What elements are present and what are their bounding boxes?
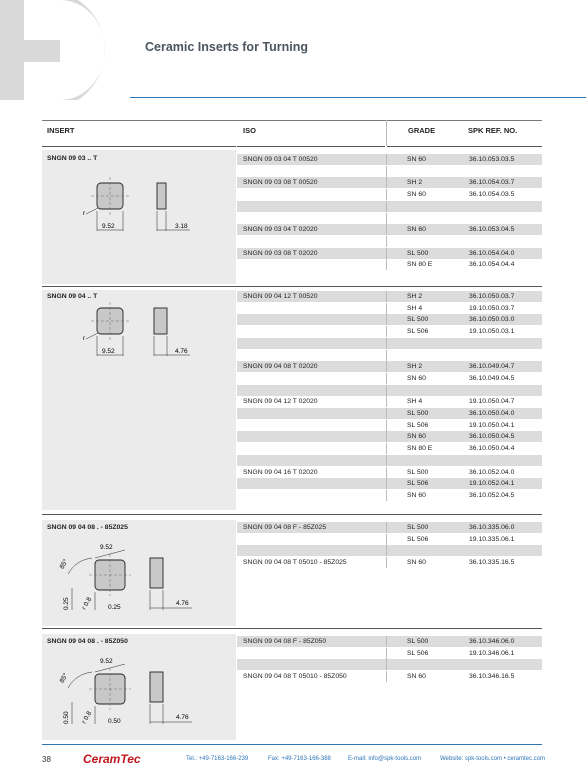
- dim-thickness-label: 4.76: [176, 714, 189, 721]
- footer-tel: Tel.: +49-7163-166-239: [186, 756, 249, 762]
- ref-cell: 36.10.050.04.0: [469, 410, 515, 417]
- page-number: 38: [42, 755, 51, 764]
- ref-cell: 36.10.335.16.5: [469, 559, 515, 567]
- grade-cell-text: SL 500: [407, 410, 429, 417]
- table-row: [237, 201, 542, 212]
- grade-cell: [386, 545, 543, 556]
- dim-chamfer-height: 0.50: [63, 711, 70, 724]
- ref-cell: 36.10.054.04.0: [469, 249, 515, 257]
- dim-angle-label: 85°: [58, 672, 70, 685]
- table-row: [237, 557, 542, 568]
- grade-cell-text: SN 80 E: [407, 445, 433, 453]
- dim-radius-label: r 0.8: [80, 596, 94, 611]
- header-underline-iso: [237, 146, 385, 147]
- dim-radius-label: r: [83, 335, 86, 342]
- table-row: [237, 189, 542, 200]
- ref-cell: 36.10.054.03.7: [469, 179, 515, 187]
- table-row: [237, 361, 542, 372]
- section-name: SNGN 09 04 .. T: [47, 293, 98, 300]
- table-row: [237, 373, 542, 384]
- ref-cell: 36.10.335.06.0: [469, 524, 515, 531]
- table-row: [237, 659, 542, 670]
- dim-radius-label: r 0.8: [80, 710, 94, 725]
- ref-cell: 36.10.054.04.4: [469, 261, 515, 269]
- title-divider: [130, 97, 586, 98]
- ref-cell: 19.10.050.04.7: [469, 398, 515, 406]
- ref-cell: 19.10.052.04.1: [469, 480, 515, 488]
- table-row: [237, 534, 542, 545]
- ref-cell: 36.10.050.03.7: [469, 293, 515, 300]
- section-separator: [42, 628, 542, 629]
- footer-website[interactable]: Website: spk-tools.com • ceramtec.com: [440, 756, 546, 762]
- grade-cell-text: SN 60: [407, 559, 426, 567]
- iso-cell: SNGN 09 04 12 T 00520: [243, 293, 318, 300]
- grade-cell-text: SL 500: [407, 249, 429, 257]
- ref-cell: 36.10.049.04.5: [469, 374, 515, 382]
- grade-cell: [386, 338, 543, 349]
- grade-cell: [386, 201, 543, 212]
- dim-thickness-label: 4.76: [176, 600, 189, 607]
- section-name: SNGN 09 04 08 . - 85Z025: [47, 524, 128, 531]
- dim-chamfer-height: 0.25: [63, 597, 70, 610]
- grade-cell: [386, 166, 543, 177]
- iso-cell: SNGN 09 03 04 T 02020: [243, 226, 318, 234]
- iso-cell: SNGN 09 03 08 T 00520: [243, 179, 318, 187]
- ref-cell: 36.10.052.04.5: [469, 491, 515, 499]
- header-underline-insert: [42, 146, 236, 147]
- grade-cell: [386, 385, 543, 396]
- ref-cell: 36.10.053.04.5: [469, 226, 515, 234]
- grade-cell-text: SN 60: [407, 374, 426, 382]
- grade-cell-text: SN 60: [407, 226, 426, 234]
- dim-chamfer-width: 0.25: [108, 604, 121, 611]
- dim-thickness-label: 4.76: [175, 348, 188, 355]
- grade-cell-text: SL 500: [407, 468, 429, 476]
- dim-chamfer-width: 0.50: [108, 718, 121, 725]
- ref-cell: 36.10.053.03.5: [469, 156, 515, 163]
- table-row: [237, 248, 542, 259]
- ref-cell: 36.10.050.04.4: [469, 445, 515, 453]
- ref-cell: 36.10.054.03.5: [469, 191, 515, 199]
- footer-fax: Fax: +49-7163-166-388: [268, 756, 331, 762]
- table-row: [237, 408, 542, 419]
- page-title: Ceramic Inserts for Turning: [145, 40, 308, 54]
- dim-width-label: 9.52: [102, 348, 115, 355]
- grade-cell-text: SN 60: [407, 191, 426, 199]
- dim-width-label: 9.52: [100, 658, 113, 665]
- grade-cell-text: SN 60: [407, 156, 426, 163]
- grade-cell-text: SL 506: [407, 480, 429, 488]
- grade-cell-text: SL 506: [407, 328, 429, 336]
- table-row: [237, 420, 542, 431]
- table-row: [237, 545, 542, 556]
- table-row: [237, 291, 542, 302]
- table-row: [237, 338, 542, 349]
- table-row: [237, 166, 542, 177]
- brand-logo-graphic: [0, 0, 130, 100]
- ref-cell: 36.10.050.03.0: [469, 316, 515, 324]
- ref-cell: 19.10.050.04.1: [469, 421, 515, 429]
- grade-cell-text: SH 2: [407, 293, 423, 300]
- ref-cell: 36.10.049.04.7: [469, 363, 515, 371]
- insert-drawing-3: [58, 538, 198, 618]
- grade-cell-text: SH 2: [407, 179, 423, 187]
- table-row: [237, 314, 542, 325]
- table-row: [237, 396, 542, 407]
- dim-thickness-label: 3.18: [175, 223, 188, 230]
- grade-cell: [386, 213, 543, 224]
- table-row: [237, 648, 542, 659]
- table-row: [237, 213, 542, 224]
- table-row: [237, 224, 542, 235]
- insert-drawing-2: [80, 300, 200, 365]
- grade-cell: [386, 455, 543, 466]
- insert-drawing-4: [58, 652, 198, 732]
- brand-logo-text: CeramTec: [83, 752, 141, 766]
- iso-cell: SNGN 09 04 08 T 02020: [243, 363, 318, 371]
- iso-cell: SNGN 09 04 08 F - 85Z025: [243, 524, 327, 531]
- table-row: [237, 350, 542, 361]
- grade-cell: [386, 236, 543, 247]
- header-iso: ISO: [243, 126, 256, 135]
- table-row: [237, 236, 542, 247]
- table-row: [237, 478, 542, 489]
- table-row: [237, 431, 542, 442]
- grade-cell-text: SN 60: [407, 673, 426, 681]
- dim-radius-label: r: [83, 210, 86, 217]
- header-grade: GRADE: [408, 126, 436, 135]
- grade-cell-text: SL 500: [407, 638, 429, 645]
- ref-cell: 19.10.050.03.7: [469, 304, 515, 312]
- grade-cell: [386, 350, 543, 361]
- ref-cell: 36.10.052.04.0: [469, 468, 515, 476]
- ref-cell: 36.10.346.16.5: [469, 673, 515, 681]
- table-top-rule: [42, 120, 542, 121]
- grade-cell-text: SN 60: [407, 433, 426, 441]
- ref-cell: 19.10.050.03.1: [469, 328, 515, 336]
- footer-divider: [42, 744, 542, 745]
- iso-cell: SNGN 09 03 04 T 00520: [243, 156, 318, 163]
- grade-cell-text: SN 60: [407, 491, 426, 499]
- ref-cell: 36.10.346.06.0: [469, 638, 515, 645]
- section-name: SNGN 09 03 .. T: [47, 155, 98, 162]
- table-row: [237, 467, 542, 478]
- ref-cell: 36.10.050.04.5: [469, 433, 515, 441]
- grade-cell-text: SL 506: [407, 649, 429, 657]
- section-separator: [42, 514, 542, 515]
- table-row: [237, 490, 542, 501]
- header-ref: SPK REF. NO.: [468, 126, 518, 135]
- table-row: [237, 385, 542, 396]
- section-separator: [42, 286, 542, 287]
- iso-cell: SNGN 09 04 08 T 05010 - 85Z025: [243, 559, 347, 567]
- table-row: [237, 303, 542, 314]
- iso-cell: SNGN 09 04 08 F - 85Z050: [243, 638, 327, 645]
- iso-cell: SNGN 09 04 12 T 02020: [243, 398, 318, 406]
- grade-cell-text: SH 2: [407, 363, 423, 371]
- iso-cell: SNGN 09 04 08 T 05010 - 85Z050: [243, 673, 347, 681]
- table-row: [237, 177, 542, 188]
- grade-cell: [386, 659, 543, 670]
- grade-cell-text: SL 506: [407, 535, 429, 543]
- table-row: [237, 259, 542, 270]
- iso-cell: SNGN 09 04 16 T 02020: [243, 468, 318, 476]
- table-row: [237, 326, 542, 337]
- table-row: [237, 443, 542, 454]
- header-col-divider: [386, 120, 387, 146]
- dim-width-label: 9.52: [102, 223, 115, 230]
- grade-cell-text: SL 506: [407, 421, 429, 429]
- grade-cell-text: SN 80 E: [407, 261, 433, 269]
- ref-cell: 19.10.335.06.1: [469, 535, 515, 543]
- table-row: [237, 522, 542, 533]
- grade-cell-text: SH 4: [407, 398, 423, 406]
- table-row: [237, 671, 542, 682]
- footer-email[interactable]: E-mail: info@spk-tools.com: [348, 756, 422, 762]
- insert-drawing-1: [80, 175, 200, 240]
- grade-cell-text: SL 500: [407, 524, 429, 531]
- grade-cell-text: SL 500: [407, 316, 429, 324]
- table-row: [237, 455, 542, 466]
- header-insert: INSERT: [47, 126, 75, 135]
- dim-angle-label: 85°: [58, 558, 70, 571]
- table-row: [237, 636, 542, 647]
- grade-cell-text: SH 4: [407, 304, 423, 312]
- dim-width-label: 9.52: [100, 544, 113, 551]
- table-row: [237, 154, 542, 165]
- ref-cell: 19.10.346.06.1: [469, 649, 515, 657]
- header-underline-grade: [387, 146, 542, 147]
- iso-cell: SNGN 09 03 08 T 02020: [243, 249, 318, 257]
- section-name: SNGN 09 04 08 . - 85Z050: [47, 638, 128, 645]
